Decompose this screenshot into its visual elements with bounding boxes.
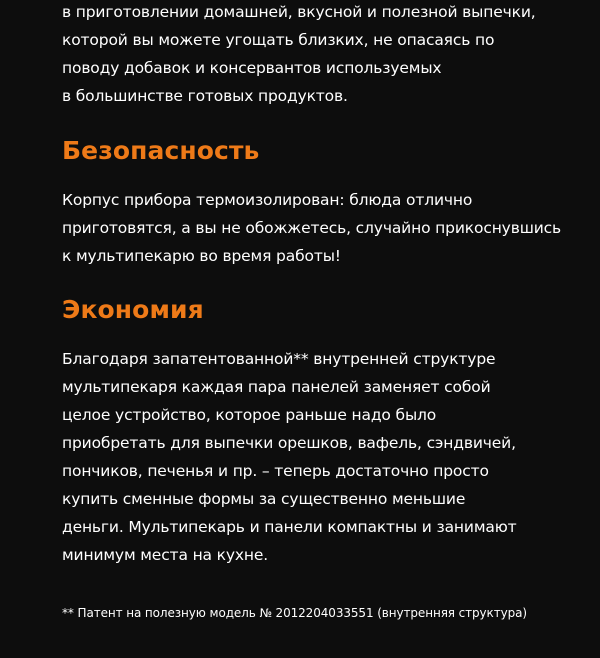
economy-line: купить сменные формы за существенно меньшие (62, 490, 466, 508)
safety-paragraph (62, 186, 561, 270)
safety-line: приготовятся, а вы не обожжетесь, случайно прикоснувшись (62, 219, 562, 237)
economy-line: пончиков, печенья и пр. – теперь достаточно просто (62, 462, 489, 480)
intro-line: которой вы можете угощать близких, не опасаясь по (62, 31, 495, 49)
economy-line: Благодаря запатентованной** внутренней структуре (62, 350, 496, 368)
economy-line: приобретать для выпечки орешков, вафель, сэндвичей, (62, 434, 516, 452)
economy-paragraph (62, 345, 517, 569)
economy-line: целое устройство, которое раньше надо было (62, 406, 437, 424)
economy-line: мультипекаря каждая пара панелей заменяет собой (62, 378, 491, 396)
safety-line: Корпус прибора термоизолирован: блюда отлично (62, 191, 473, 209)
economy-heading: Экономия (62, 295, 204, 324)
intro-paragraph (62, 0, 536, 110)
intro-line: в большинстве готовых продуктов. (62, 87, 348, 105)
safety-heading: Безопасность (62, 136, 260, 165)
safety-line: к мультипекарю во время работы! (62, 247, 341, 265)
intro-line: поводу добавок и консервантов используемых (62, 59, 442, 77)
intro-line: в приготовлении домашней, вкусной и полезной выпечки, (62, 3, 536, 21)
patent-footnote: ** Патент на полезную модель № 2012204033551 (внутренняя структура) (62, 606, 527, 620)
economy-line: минимум места на кухне. (62, 546, 269, 564)
economy-line: деньги. Мультипекарь и панели компактны и занимают (62, 518, 517, 536)
